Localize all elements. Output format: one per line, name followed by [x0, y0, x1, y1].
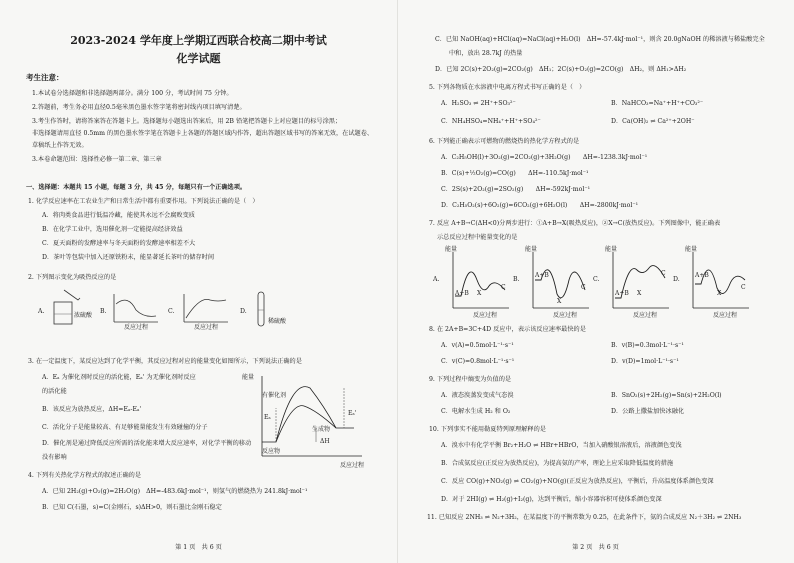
q7-label-reactants: A+B — [455, 290, 469, 297]
q10-option-d: D．对于 2HI(g) ⇌ H₂(g)+I₂(g)，达到平衡后，缩小容器容积可使体系颜色变深 — [441, 496, 662, 503]
q10-option-b: B．合成氨反应(正反应为放热反应)，为提高氨的产率，理论上应采取降低温度的措施 — [441, 460, 674, 467]
q7-label-intermediate: X — [637, 290, 642, 297]
q3-option-d-cont: 没有影响 — [42, 454, 67, 461]
q7-option-label: B. — [513, 276, 520, 283]
q2-caption-c: 反应过程 — [194, 324, 219, 331]
q7-label-intermediate: X — [717, 290, 722, 297]
q7-option-label: D. — [673, 276, 680, 283]
q8-option-d: D．v(D)=1mol·L⁻¹·s⁻¹ — [611, 358, 679, 365]
q7-label-product: C — [501, 284, 506, 291]
notice-line: 1.本试卷分选择题和非选择题两部分。满分 100 分，考试时间 75 分钟。 — [32, 90, 233, 97]
q7-ylabel: 能量 — [605, 246, 618, 253]
notice-line: 2.答题前，考生务必用直径0.5毫米黑色墨水签字笔将密封线内项目填写清楚。 — [32, 104, 246, 111]
question-7: 7. 反应 A+B→C(ΔH<0)分两步进行：①A+B→X(吸热反应)，②X→C(放热反应)。下列图像中，能正确表 — [429, 220, 721, 227]
question-1: 1. 化学反应速率在工农业生产和日常生活中都有重要作用。下列说法正确的是（ ） — [28, 198, 259, 205]
q7-label-product: C — [661, 270, 666, 277]
question-3: 3. 在一定温度下，某反应达到了化学平衡，其反应过程对应的能量变化如图所示，下列说法正确的是 — [28, 358, 302, 365]
notice-heading: 考生注意： — [26, 73, 64, 82]
notice-line: 3.考生作答时，请将答案答在答题卡上。选择题每小题选出答案后，用 2B 铅笔把答题卡上对应题目的标号涂黑； — [32, 118, 342, 125]
notice-line: 3.本卷命题范围：选择性必修一第二章、第三章 — [32, 156, 162, 163]
q7-energy-curve — [447, 250, 511, 314]
question-6: 6. 下列能正确表示可燃物的燃烧热的热化学方程式的是 — [429, 138, 580, 145]
q8-option-a: A．v(A)=0.5mol·L⁻¹·s⁻¹ — [441, 342, 514, 349]
q3-label-product: 生成物 — [312, 426, 331, 433]
q1-option-c: C．夏天面粉的发酵速率与冬天面粉的发酵速率相差不大 — [42, 240, 196, 247]
q7-label-product: C — [581, 284, 586, 291]
q3-label-dh: ΔH — [320, 438, 330, 445]
q7-ylabel: 能量 — [685, 246, 698, 253]
q3-ylabel: 能量 — [242, 374, 255, 381]
q3-label-ea: Eₐ — [264, 414, 271, 421]
q3-option-d: D．催化剂是通过降低反应所需的活化能来增大反应速率，对化学平衡的移动 — [42, 440, 252, 447]
q7-ylabel: 能量 — [445, 246, 458, 253]
q10-option-a: A．溴水中有化学平衡 Br₂+H₂O ⇌ HBr+HBrO，当加入硝酸银溶液后，溶液颜色变浅 — [441, 442, 682, 449]
q1-option-b: B．在化学工业中，选用催化剂一定能提高经济效益 — [42, 226, 183, 233]
section-heading: 一、选择题：本题共 15 小题，每题 3 分，共 45 分，每题只有一个正确选项。 — [26, 184, 247, 191]
q4-option-b: B．已知 C(石墨，s)=C(金刚石，s)ΔH>0，则石墨比金刚石稳定 — [42, 504, 222, 511]
q1-option-a: A．将肉类食品进行低温冷藏，能使其永远不会腐败变质 — [42, 212, 195, 219]
question-4: 4. 下列有关热化学方程式的叙述正确的是 — [28, 472, 142, 479]
q3-label-catalyst: 有催化剂 — [262, 392, 287, 399]
q2-caption-d: 稀硫酸 — [268, 318, 287, 325]
q7-option-label: C. — [593, 276, 600, 283]
q3-option-c: C．活化分子是能量较高、有足够能量能发生有效碰撞的分子 — [42, 424, 208, 431]
q1-option-d: D．茶叶等包装中加入还原铁粉末，能显著延长茶叶的储存时间 — [42, 254, 215, 261]
exam-subtitle: 化学试题 — [176, 52, 221, 65]
q5-option-b: B．NaHCO₃=Na⁺+H⁺+CO₃²⁻ — [611, 100, 704, 107]
q7-label-intermediate: X — [557, 298, 562, 305]
q7-energy-curve — [607, 250, 671, 314]
q7-label-reactants: A+B — [535, 272, 549, 279]
q6-option-a: A．C₂H₅OH(l)+3O₂(g)=2CO₂(g)+3H₂O(g) ΔH=-1238.3kJ·mol⁻¹ — [441, 154, 648, 161]
q6-option-d: D．C₂H₅O₂(s)+6O₂(g)=6CO₂(g)+6H₂O(l) ΔH=-2800kJ·mol⁻¹ — [441, 202, 639, 209]
q7-label-intermediate: X — [477, 290, 482, 297]
q3-option-a: A．Eₐ 为催化剂时反应的活化能，Eₐ' 为无催化剂时反应 — [42, 374, 196, 381]
exam-title: 2023-2024 学年度上学期辽西联合校高二期中考试 — [70, 34, 327, 47]
q4-option-a: A．已知 2H₂(g)+O₂(g)=2H₂O(g) ΔH=-483.6kJ·mol⁻¹，则氢气的燃烧热为 241.8kJ·mol⁻¹ — [42, 488, 308, 495]
question-8: 8. 在 2A+B=3C+4D 反应中，表示该反应速率最快的是 — [429, 326, 586, 333]
q3-xlabel: 反应过程 — [340, 462, 365, 469]
q4-option-c: C．已知 NaOH(aq)+HCl(aq)=NaCl(aq)+H₂O(l) ΔH=-57.4kJ·mol⁻¹，则含 20.0gNaOH 的稀溶液与稀盐酸完全 — [435, 36, 765, 43]
q7-label-reactants: A+B — [695, 272, 709, 279]
q5-option-c: C．NH₄HSO₄=NH₄⁺+H⁺+SO₄²⁻ — [441, 118, 541, 125]
q9-option-a: A．液态溴蒸发变成气态溴 — [441, 392, 514, 399]
q8-option-c: C．v(C)=0.8mol·L⁻¹·s⁻¹ — [441, 358, 515, 365]
q6-option-c: C．2S(s)+2O₂(g)=2SO₂(g) ΔH=-592kJ·mol⁻¹ — [441, 186, 591, 193]
q3-label-ea-prime: Eₐ' — [348, 410, 357, 417]
q2-label-a: A. — [38, 308, 45, 315]
question-7-cont: 示总反应过程中能量变化的是 — [437, 234, 518, 241]
q7-energy-curve — [687, 250, 751, 314]
q2-figure-d — [252, 288, 272, 332]
q7-ylabel: 能量 — [525, 246, 538, 253]
q4-option-d: D．已知 2C(s)+2O₂(g)=2CO₂(g) ΔH₁；2C(s)+O₂(g)=2CO(g) ΔH₂，则 ΔH₁>ΔH₂ — [435, 66, 687, 73]
q7-label-reactants: A+B — [615, 290, 629, 297]
q7-xlabel: 反应过程 — [633, 312, 658, 319]
notice-line: 草稿纸上作答无效。 — [32, 142, 88, 149]
notice-line: 非选择题请用直径 0.5mm 的黑色墨水签字笔在答题卡上各题的答题区域内作答，超出答题区域书写的答案无效，在试题卷、 — [32, 130, 374, 137]
question-10: 10. 下列事实不能用勒夏特列原理解释的是 — [429, 426, 546, 433]
q2-label-d: D. — [240, 308, 247, 315]
page-footer: 第 2 页 共 6 页 — [572, 544, 619, 551]
q3-option-b: B．该反应为放热反应，ΔH=Eₐ-Eₐ' — [42, 406, 142, 413]
q5-option-d: D．Ca(OH)₂ ⇌ Ca²⁺+2OH⁻ — [611, 118, 695, 125]
question-2: 2. 下列图示变化为吸热反应的是 — [28, 274, 117, 281]
q7-option-label: A. — [433, 276, 440, 283]
q9-option-c: C．电解水生成 H₂ 和 O₂ — [441, 408, 511, 415]
q6-option-b: B．C(s)+½O₂(g)=CO(g) ΔH=-110.5kJ·mol⁻¹ — [441, 170, 589, 177]
q2-figure-a — [50, 290, 98, 328]
q3-option-a-cont: 的活化能 — [42, 388, 67, 395]
q2-caption-a: 浓硫酸 — [74, 312, 93, 319]
q7-xlabel: 反应过程 — [553, 312, 578, 319]
q2-label-b: B. — [100, 308, 107, 315]
q4-option-c-cont: 中和，放出 28.7kJ 的热量 — [449, 50, 523, 57]
q8-option-b: B．v(B)=0.3mol·L⁻¹·s⁻¹ — [611, 342, 684, 349]
page-footer: 第 1 页 共 6 页 — [175, 544, 222, 551]
q3-label-reactant: 反应物 — [262, 448, 281, 455]
page-2 — [397, 0, 794, 563]
q7-xlabel: 反应过程 — [473, 312, 498, 319]
q2-caption-b: 反应过程 — [124, 324, 149, 331]
q10-option-c: C．反应 CO(g)+NO₂(g) ⇌ CO₂(g)+NO(g)(正反应为放热反应)，平衡后，升高温度体系颜色变深 — [441, 478, 714, 485]
q5-option-a: A．H₂SO₃ ⇌ 2H⁺+SO₃²⁻ — [441, 100, 516, 107]
question-5: 5. 下列各物质在水溶液中电离方程式书写正确的是（ ） — [429, 84, 586, 91]
q7-label-product: C — [741, 284, 746, 291]
q9-option-b: B．SnO₂(s)+2H₂(g)=Sn(s)+2H₂O(l) — [611, 392, 722, 399]
question-9: 9. 下列过程中熵变为负值的是 — [429, 376, 512, 383]
q9-option-d: D．公路上撒盐加快冰融化 — [611, 408, 685, 415]
q2-label-c: C. — [168, 308, 175, 315]
q7-xlabel: 反应过程 — [713, 312, 738, 319]
question-11: 11. 已知反应 2NH₃ ⇌ N₂+3H₂，在某温度下的平衡常数为 0.25，在此条件下，氨的合成反应 N₂＋3H₂ ⇌ 2NH₃ — [427, 514, 742, 521]
